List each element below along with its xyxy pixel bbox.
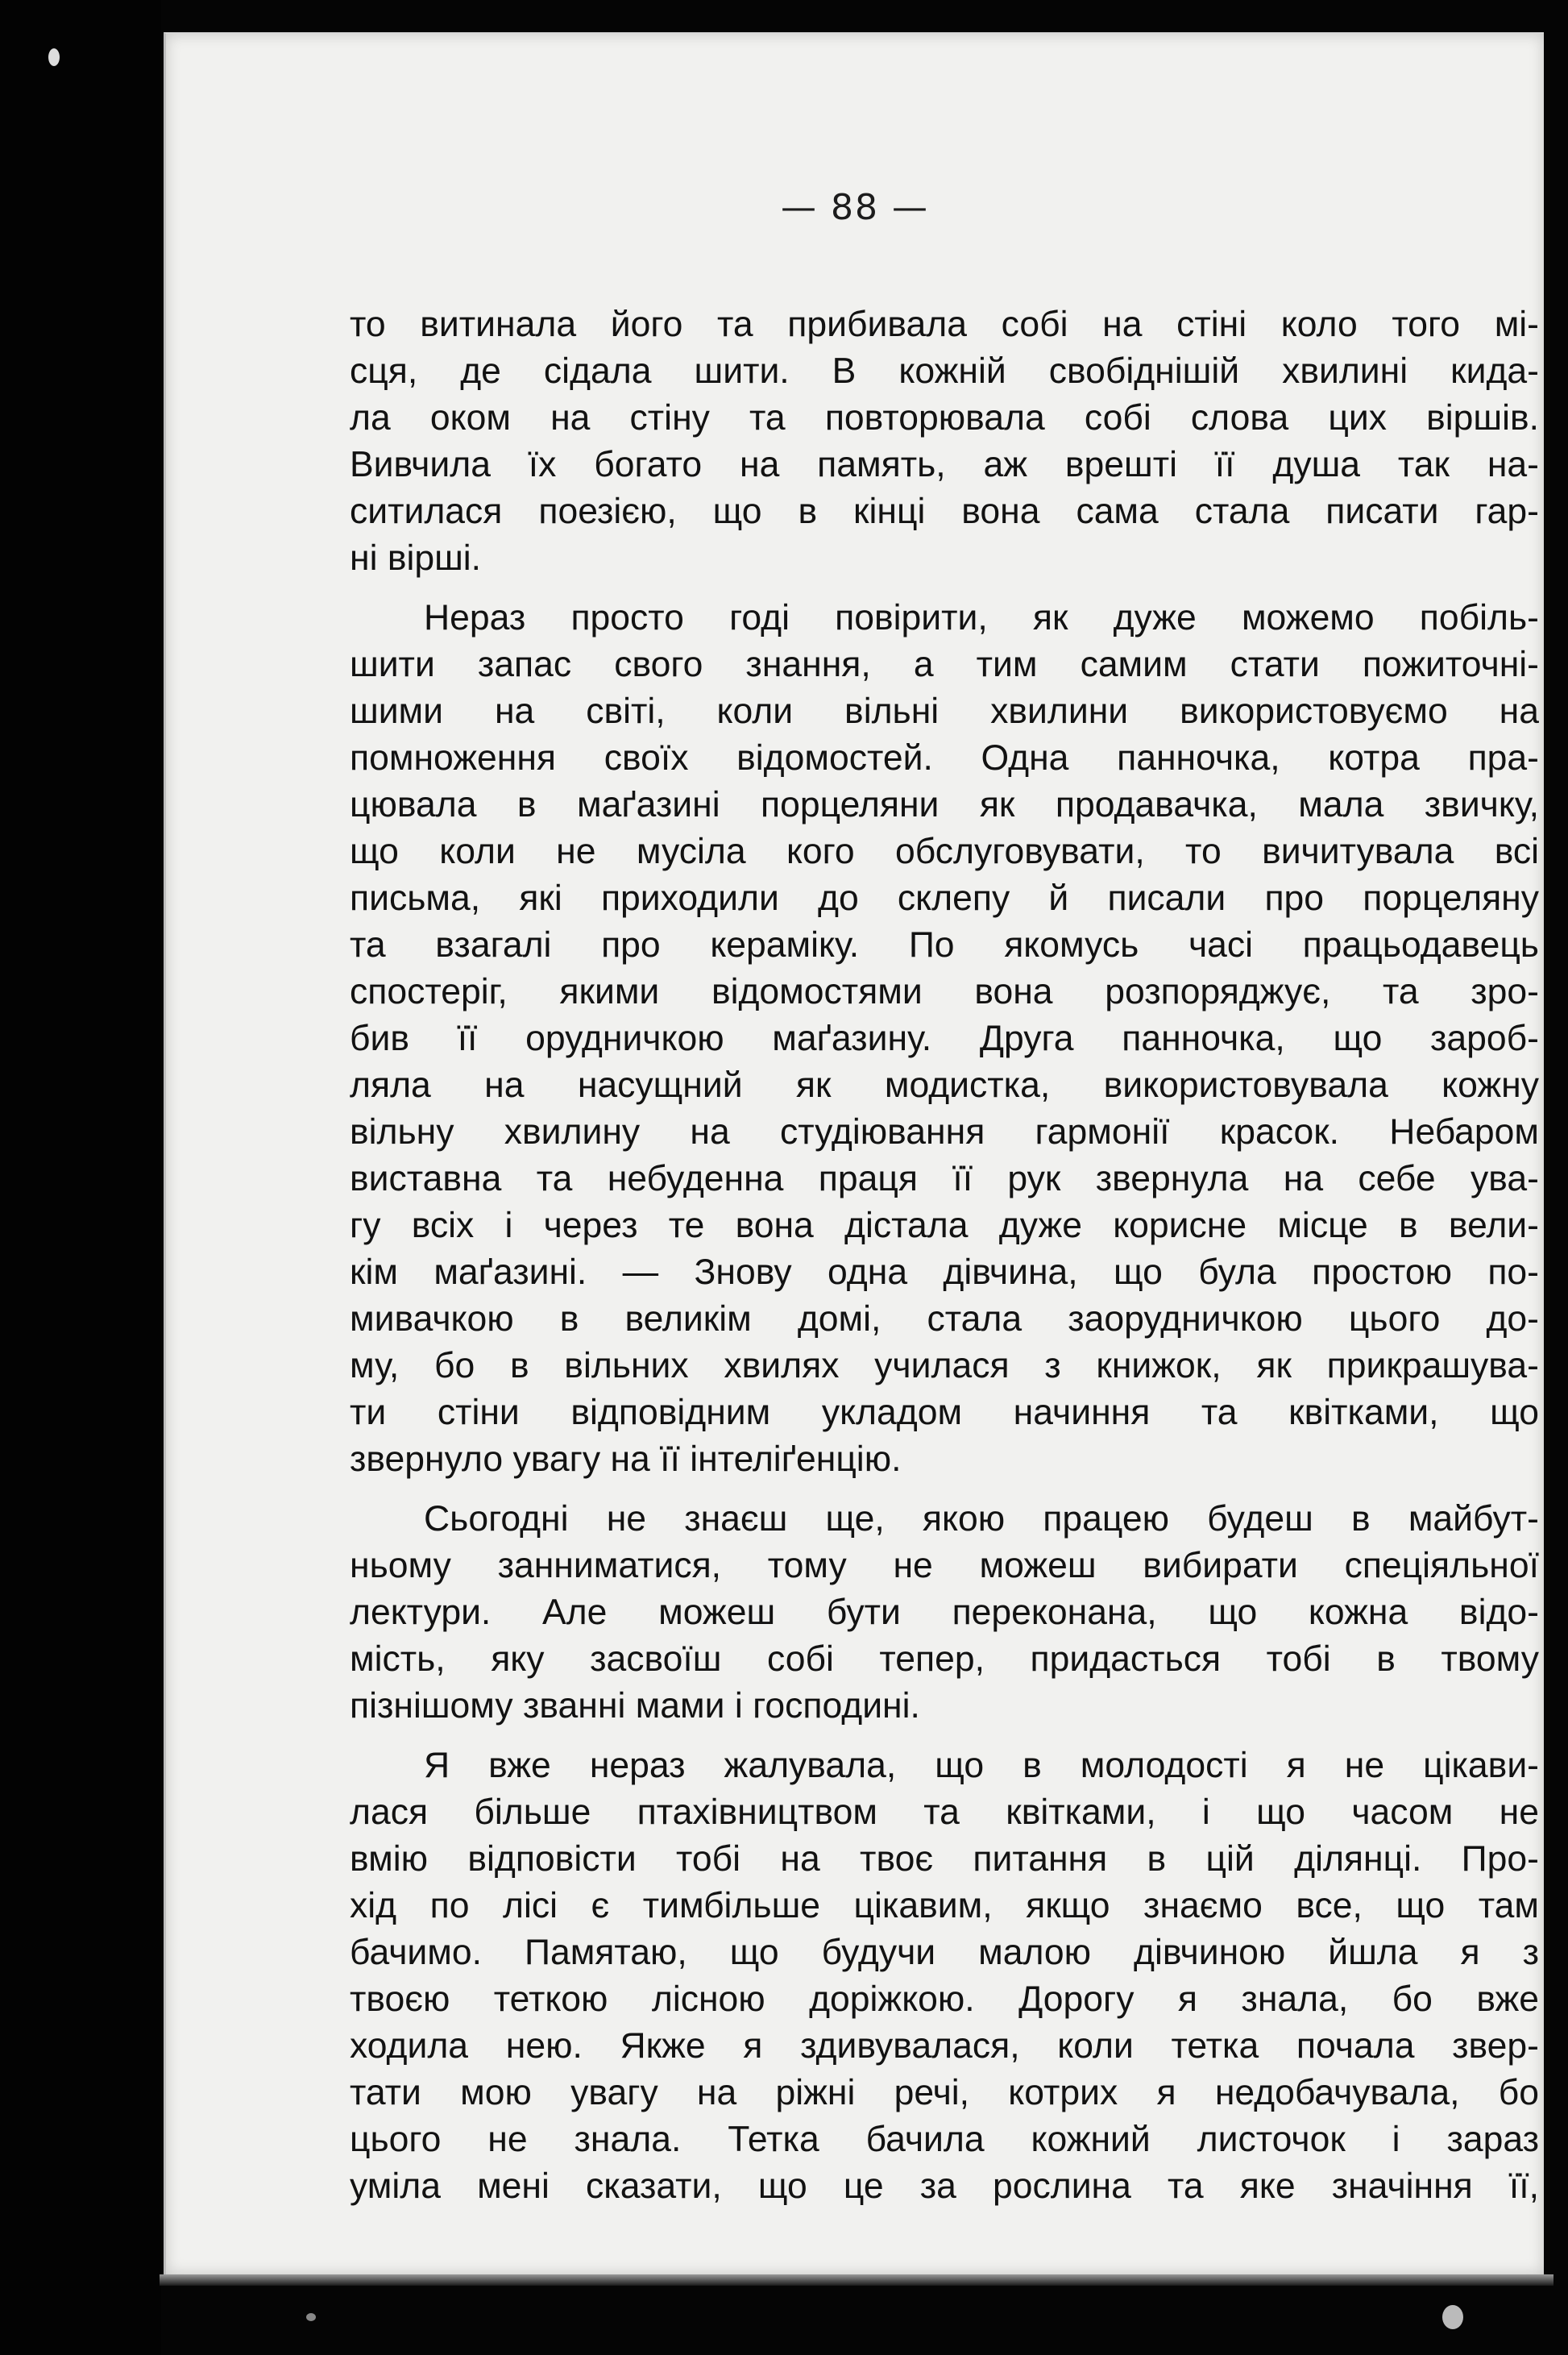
text-line: кім маґазині. — Знову одна дівчина, що була простою по- — [350, 1252, 1539, 1292]
text-line: письма, які приходили до склепу й писали про порцеляну — [350, 878, 1539, 918]
text-line: ла оком на стіну та повторювала собі слова цих віршів. — [350, 398, 1539, 438]
text-line: Я вже нераз жалувала, що в молодості я не цікави- — [424, 1746, 1539, 1785]
text-line: ньому занниматися, тому не можеш вибирати спеціяльної — [350, 1546, 1539, 1585]
text-line: то витинала його та прибивала собі на стіні коло того мі- — [350, 305, 1539, 344]
text-line: гу всіх і через те вона дістала дуже корисне місце в вели- — [350, 1206, 1539, 1245]
text-line: лася більше птахівництвом та квітками, і що часом не — [350, 1792, 1539, 1832]
text-line: му, бо в вільних хвилях училася з книжок, як прикрашува- — [350, 1346, 1539, 1385]
scan-speck — [1442, 2305, 1463, 2329]
text-line: мість, яку засвоїш собі тепер, придасться тобі в твому — [350, 1639, 1539, 1679]
text-line: уміла мені сказати, що це за рослина та яке значіння її, — [350, 2166, 1539, 2206]
text-line: звернуло увагу на її інтеліґенцію. — [350, 1439, 902, 1479]
text-line: ходила нею. Якже я здивувалася, коли тетка почала звер- — [350, 2026, 1539, 2066]
text-line: вільну хвилину на студіювання гармонії красок. Небаром — [350, 1112, 1539, 1152]
book-page — [164, 32, 1544, 2274]
text-line: що коли не мусіла кого обслуговувати, то вичитувала всі — [350, 832, 1539, 871]
text-line: ні вірші. — [350, 538, 482, 578]
scan-speck — [48, 48, 60, 66]
text-line: ситилася поезією, що в кінці вона сама стала писати гар- — [350, 492, 1539, 531]
text-line: тати мою увагу на ріжні речі, котрих я недобачувала, бо — [350, 2073, 1539, 2112]
page-number: — 88 — — [781, 187, 929, 228]
text-line: сця, де сідала шити. В кожній свобіднішій хвилині кида- — [350, 351, 1539, 391]
text-line: мивачкою в великім домі, стала заорудничкою цього до- — [350, 1299, 1539, 1339]
text-line: Нераз просто годі повірити, як дуже можемо побіль- — [424, 598, 1539, 638]
scan-border-left — [0, 0, 161, 2355]
text-line: спостеріг, якими відомостями вона розпоряджує, та зро- — [350, 972, 1539, 1011]
scan-speck — [306, 2313, 316, 2321]
text-line: цювала в маґазині порцеляни як продавачка, мала звичку, — [350, 785, 1539, 824]
paragraph-2 — [350, 595, 1539, 1483]
paragraph-1 — [350, 301, 1539, 582]
text-line: шими на світі, коли вільні хвилини використовуємо на — [350, 692, 1539, 731]
paragraph-4 — [350, 1742, 1539, 2210]
text-line: помноження своїх відомостей. Одна панночка, котра пра- — [350, 738, 1539, 778]
text-line: шити запас свого знання, а тим самим стати пожиточні- — [350, 645, 1539, 684]
text-line: ти стіни відповідним укладом начиння та квітками, що — [350, 1393, 1539, 1432]
text-line: цього не знала. Тетка бачила кожний листочок і зараз — [350, 2120, 1539, 2159]
text-line: вмію відповісти тобі на твоє питання в цій ділянці. Про- — [350, 1839, 1539, 1879]
text-line: та взагалі про кераміку. По якомусь часі працьодавець — [350, 925, 1539, 965]
text-line: твоєю теткою лісною доріжкою. Дорогу я знала, бо вже — [350, 1979, 1539, 2019]
text-line: бив її орудничкою маґазину. Друга панночка, що зароб- — [350, 1019, 1539, 1058]
text-line: Вивчила їх богато на память, аж врешті її душа так на- — [350, 445, 1539, 484]
body-text — [350, 301, 1539, 2223]
text-line: виставна та небуденна праця її рук звернула на себе ува- — [350, 1159, 1539, 1198]
text-line: хід по лісі є тимбільше цікавим, якщо знаємо все, що там — [350, 1886, 1539, 1925]
text-line: бачимо. Памятаю, що будучи малою дівчиною йшла я з — [350, 1933, 1539, 1972]
text-line: ляла на насущний як модистка, використовувала кожну — [350, 1065, 1539, 1105]
paragraph-3 — [350, 1496, 1539, 1730]
text-line: лектури. Але можеш бути переконана, що кожна відо- — [350, 1593, 1539, 1632]
text-line: Сьогодні не знаєш ще, якою працею будеш в майбут- — [424, 1499, 1539, 1539]
text-line: пізнішому званні мами і господині. — [350, 1686, 920, 1726]
